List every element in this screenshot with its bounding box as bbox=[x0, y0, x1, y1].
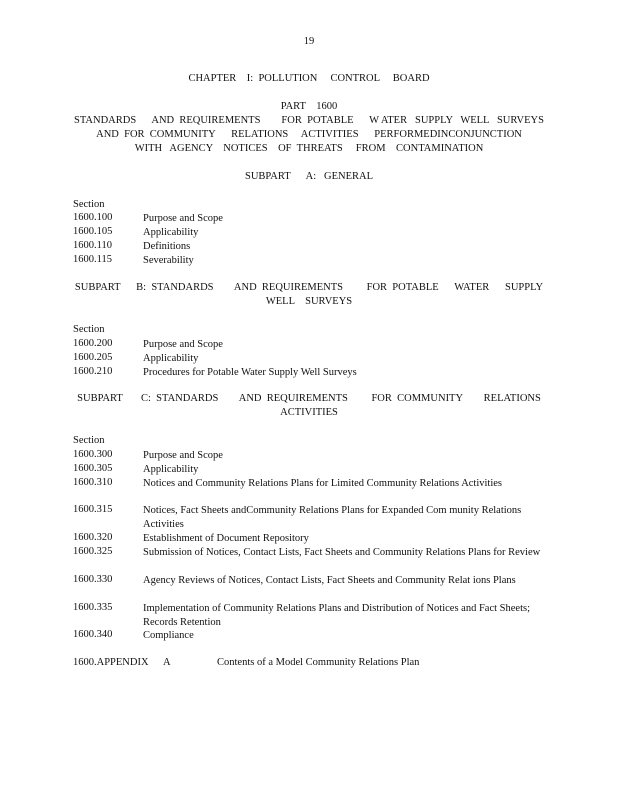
section-number: 1600.320 bbox=[73, 532, 113, 543]
section-number: 1600.310 bbox=[73, 477, 113, 488]
section-title: Notices and Community Relations Plans for Limited Community Relations Activities bbox=[143, 478, 503, 489]
section-number: 1600.300 bbox=[73, 449, 113, 460]
section-title: Applicability bbox=[143, 464, 199, 475]
section-title: Procedures for Potable Water Supply Well Surveys bbox=[143, 367, 357, 378]
appendix-title: Contents of a Model Community Relations Plan bbox=[217, 657, 420, 668]
section-title: Agency Reviews of Notices, Contact Lists, Fact Sheets and Community Relat ions Plans bbox=[143, 575, 516, 586]
section-number: 1600.315 bbox=[73, 504, 113, 515]
subpart-c-title: ACTIVITIES bbox=[280, 407, 338, 418]
section-number: 1600.100 bbox=[73, 212, 113, 223]
appendix-letter: A bbox=[163, 657, 171, 668]
section-number: 1600.205 bbox=[73, 352, 113, 363]
section-number: 1600.305 bbox=[73, 463, 113, 474]
section-title: Purpose and Scope bbox=[143, 339, 223, 350]
section-number: 1600.335 bbox=[73, 602, 113, 613]
section-label: Section bbox=[73, 435, 105, 446]
part-title-line: AND FOR COMMUNITY RELATIONS ACTIVITIES PERFORMEDINCONJUNCTION bbox=[96, 129, 522, 140]
subpart-b-title: SUBPART B: STANDARDS AND REQUIREMENTS FOR POTABLE WATER SUPPLY bbox=[74, 282, 544, 293]
part-title-line: PART 1600 bbox=[280, 101, 338, 112]
part-title-line: WITH AGENCY NOTICES OF THREATS FROM CONTAMINATION bbox=[134, 143, 484, 154]
section-number: 1600.210 bbox=[73, 366, 113, 377]
section-title: Applicability bbox=[143, 227, 199, 238]
chapter-heading: CHAPTER I: POLLUTION CONTROL BOARD bbox=[188, 73, 430, 84]
page-number: 19 bbox=[303, 36, 315, 47]
section-label: Section bbox=[73, 324, 105, 335]
part-title-line: STANDARDS AND REQUIREMENTS FOR POTABLE W ATER SUPPLY WELL SURVEYS bbox=[74, 115, 544, 126]
section-title: Submission of Notices, Contact Lists, Fact Sheets and Community Relations Plans for Review bbox=[143, 547, 541, 558]
section-number: 1600.340 bbox=[73, 629, 113, 640]
section-title: Purpose and Scope bbox=[143, 450, 223, 461]
section-title: Definitions bbox=[143, 241, 191, 252]
section-title: Applicability bbox=[143, 353, 199, 364]
section-title: Notices, Fact Sheets andCommunity Relations Plans for Expanded Com munity Relations Activities bbox=[143, 505, 522, 530]
subpart-c-title: SUBPART C: STANDARDS AND REQUIREMENTS FOR COMMUNITY RELATIONS bbox=[77, 393, 541, 404]
appendix-row bbox=[73, 657, 420, 712]
section-number: 1600.115 bbox=[73, 254, 112, 265]
section-title: Establishment of Document Repository bbox=[143, 533, 309, 544]
section-number: 1600.330 bbox=[73, 574, 113, 585]
section-title: Compliance bbox=[143, 630, 194, 641]
section-number: 1600.110 bbox=[73, 240, 112, 251]
subpart-b-title: WELL SURVEYS bbox=[265, 296, 353, 307]
section-label: Section bbox=[73, 199, 105, 210]
section-title: Severability bbox=[143, 255, 194, 266]
section-number: 1600.325 bbox=[73, 546, 113, 557]
section-title: Purpose and Scope bbox=[143, 213, 223, 224]
section-number: 1600.200 bbox=[73, 338, 113, 349]
appendix-number: 1600.APPENDIX bbox=[73, 657, 149, 668]
section-number: 1600.105 bbox=[73, 226, 113, 237]
section-title: Implementation of Community Relations Plans and Distribution of Notices and Fact Sheets; Records Retention bbox=[143, 603, 530, 628]
subpart-a-title: SUBPART A: GENERAL bbox=[244, 171, 374, 182]
